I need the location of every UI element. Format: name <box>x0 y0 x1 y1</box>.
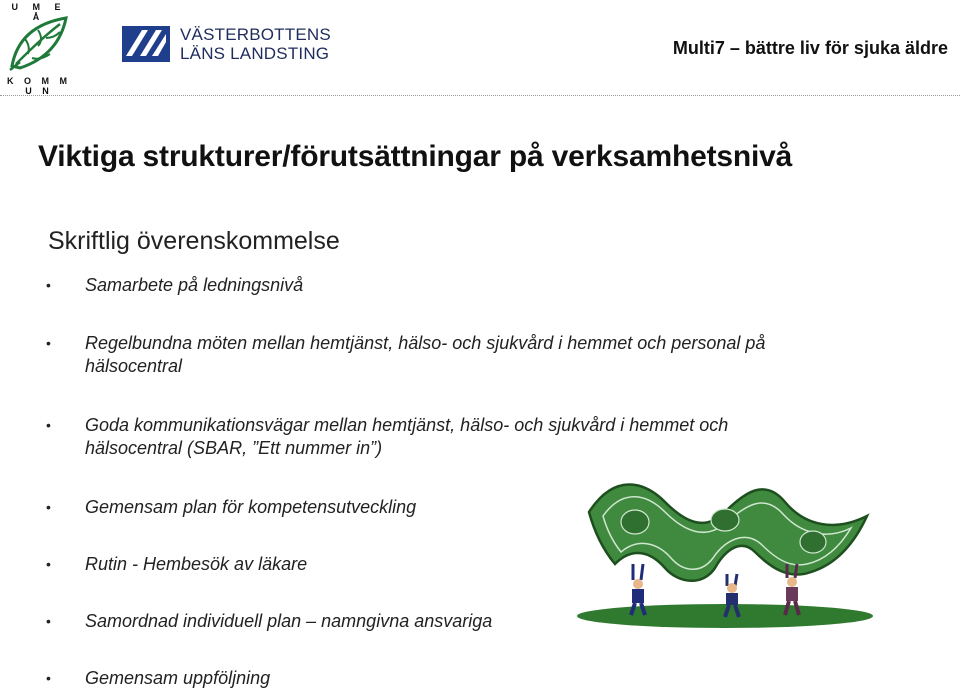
list-item-text: Rutin - Hembesök av läkare <box>85 554 308 574</box>
header-title: Multi7 – bättre liv för sjuka äldre <box>672 38 948 58</box>
list-item-text: Gemensam uppföljning <box>85 668 271 688</box>
list-item <box>40 667 840 690</box>
list-item-text: Gemensam plan för kompetensutveckling <box>85 497 417 517</box>
bullet-icon: • <box>46 335 51 351</box>
banknote-portrait <box>711 509 739 531</box>
umea-logo-top-text: U M E Å <box>11 2 67 22</box>
bullet-icon: • <box>46 499 51 515</box>
page-title: Viktiga strukturer/förutsättningar på verksamhetsnivå <box>38 140 793 173</box>
money-carriers-illustration <box>575 472 875 632</box>
bullet-icon: • <box>46 277 51 293</box>
banknote-portrait <box>621 510 649 534</box>
list-item-text: Goda kommunikationsvägar mellan hemtjänst, hälso- och sjukvård i hemmet och hälsocentral (SBAR, ”Ett nummer in”) <box>85 415 729 458</box>
banknote-portrait <box>800 531 826 553</box>
list-item <box>40 414 830 460</box>
vll-logo-line2: LÄNS LANDSTING <box>180 44 330 63</box>
list-item <box>40 332 820 378</box>
list-item-text: Regelbundna möten mellan hemtjänst, hälso- och sjukvård i hemmet och personal på hälsocentral <box>85 333 766 376</box>
bullet-icon: • <box>46 417 51 433</box>
bullet-icon: • <box>46 613 51 629</box>
vll-logo-line1: VÄSTERBOTTENS <box>180 25 331 44</box>
bullet-icon: • <box>46 670 51 686</box>
list-item-text: Samordnad individuell plan – namngivna ansvariga <box>85 611 493 631</box>
umea-logo-bottom-text: K O M M U N <box>7 76 71 96</box>
list-item-text: Samarbete på ledningsnivå <box>85 275 304 295</box>
list-item <box>40 274 840 297</box>
section-heading: Skriftlig överenskommelse <box>48 227 340 255</box>
bullet-icon: • <box>46 556 51 572</box>
